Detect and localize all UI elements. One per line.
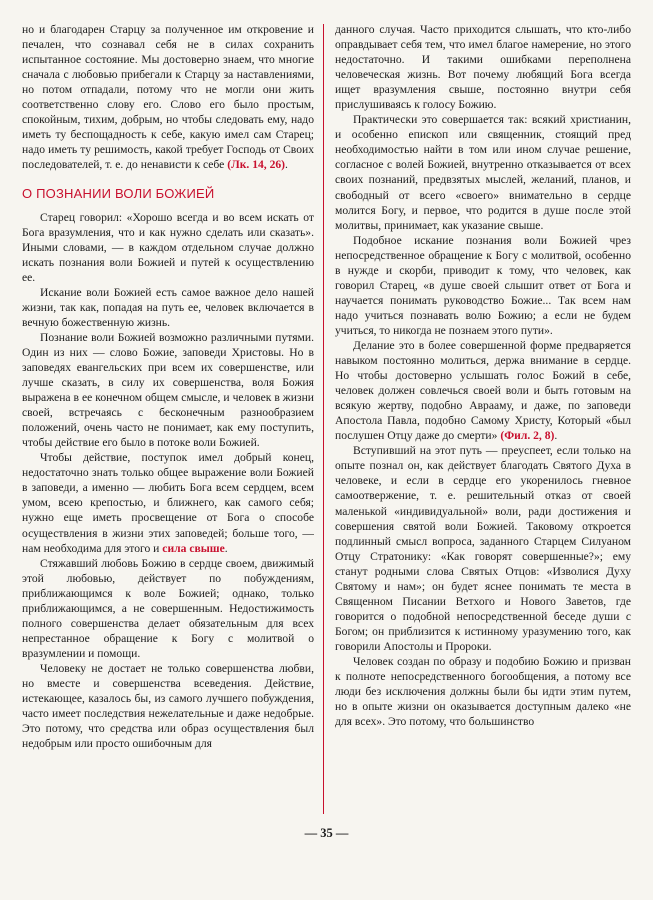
page-number: — 35 — <box>304 826 349 840</box>
paragraph: Вступивший на этот путь — преуспеет, если только на опыте познал он, как действует благодать Святого Духа в человеке, и если в сердце его укоренилось гневное самоотвержение, т. е. решительный отказ от своей маленькой «индивидуальной» воли, ради достижения и совершения святой воли Божией. Таковому откроется подлинный смысл вопроса, заданного Старцем Силуаном Отцу Стратонику: «Как говорят совершенные?»; ему станут родными слова Святых Отцов: «Изволися Духу Святому и нам»; он будет яснее понимать те места в Священном Писании Ветхого и Нового Заветов, где говорится о подобной непосредственной беседе души с Богом; он приблизится к истинному уразумению того, как говорили Апостолы и Пророки. <box>335 444 631 653</box>
paragraph: данного случая. Часто приходится слышать, что кто-либо оправдывает себя тем, что имел благое намерение, но этого недостаточно. И такими ошибками переполнена человеческая жизнь. Вот почему любящий Бога всегда ищет вразумления свыше, постоянно внутри себя прислушиваясь к голосу Божию. <box>335 23 631 112</box>
paragraph: Подобное искание познания воли Божией чрез непосредственное обращение к Богу с молитвой, особенно в нужде и скорби, приводит к тому, что человек, как говорил Старец, «в душе своей слышит ответ от Бога и научается понимать руководство Божие... Так всем нам надо учиться познавать волю Божию; а если не будем учиться, то никогда не познаем этого пути». <box>335 233 631 337</box>
paragraph-text: Делание это в более совершенной форме предваряется навыком постоянно молиться, держа внимание в сердце. Но чтобы достоверно услышать голос Божий в себе, человек должен совлечься своей воли и быть готовым на всякую жертву, подобно Аврааму, и даже, по заповеди Апостола Павла, подобно Самому Христу, Который «был послушен Отцу даже до смерти» <box>335 338 631 443</box>
paragraph: Стяжавший любовь Божию в сердце своем, движимый этой любовью, действует по побуждениям, приближающимся к воле Божией; однако, только приближающимся, а не совершенным. Недостижимость полного совершенства делает обязательным для всех непрестанное обращение к Богу с молитвой о вразумлении и помощи. <box>22 556 314 660</box>
scripture-reference: (Фил. 2, 8) <box>500 429 555 443</box>
column-divider <box>323 24 324 814</box>
paragraph-text: но и благодарен Старцу за полученное им откровение и печален, что сознавал себя не в силах сохранить испытанное состояние. Мы достоверно знаем, что многие сначала с любовью прибегали к Старцу за наставлениями, но потом отпадали, потому что не могли они жить соответственно слову его. Слово его было простым, спокойным, тихим, добрым, но чтобы следовать ему, надо иметь ту беспощадность к себе, какую имел сам Старец; надо иметь ту решимость, какой требует Господь от Своих последователей, т. е. до ненависти к себе <box>22 23 314 172</box>
paragraph <box>22 450 314 555</box>
paragraph <box>335 338 631 443</box>
emphasis-text: сила свыше <box>162 541 225 555</box>
paragraph: Человек создан по образу и подобию Божию и призван к полноте непосредственного богообщения, а потому все люди без исключения должны были бы идти этим путем, но в опыте жизни он оказывается доступным далеко «не для всех». Это потому, что большинство <box>335 654 631 729</box>
paragraph-text: Чтобы действие, поступок имел добрый конец, недостаточно знать только общее выражение воли Божией в заповеди, а именно — любить Бога всем сердцем, всем умом, всею крепостью, и ближнего, как самого себя; нужно еще иметь просвещение от Бога о способе осуществления в жизни этих заповедей; больше того, — нам необходима для этого и <box>22 451 314 555</box>
paragraph: Искание воли Божией есть самое важное дело нашей жизни, так как, попадая на путь ее, человек включается в вечную божественную жизнь. <box>22 285 314 329</box>
punctuation: . <box>224 541 228 555</box>
left-column <box>22 22 314 822</box>
section-heading: О ПОЗНАНИИ ВОЛИ БОЖИЕЙ <box>22 186 215 202</box>
punctuation: . <box>285 158 288 172</box>
right-column <box>335 22 631 822</box>
punctuation: . <box>554 429 558 443</box>
paragraph: Практически это совершается так: всякий христианин, и особенно епископ или священник, стоящий пред необходимостью найти в том или ином случае решение, согласное с волей Божией, внутренно отказывается от всех своих познаний, предвзятых мыслей, желаний, планов, и свободный от всего «своего» внимательно в сердце молится Богу, и первое, что родится в душе после этой молитвы, принимает, как указание свыше. <box>335 113 631 232</box>
paragraph: Человеку не достает не только совершенства любви, но вместе и совершенства всеведения. Действие, истекающее, казалось бы, из самого лучшего побуждения, часто имеет последствия нежелательные и даже недобрые. Это потому, что средства или образ осуществления был недобрым или просто ошибочным для <box>22 661 314 751</box>
paragraph <box>22 22 314 172</box>
paragraph: Старец говорил: «Хорошо всегда и во всем искать от Бога вразумления, что и как нужно сделать или сказать». Иными словами, — в каждом отдельном случае должно искать познания воли Божией и путей к осуществлению ее. <box>22 210 314 284</box>
paragraph: Познание воли Божией возможно различными путями. Один из них — слово Божие, заповеди Христовы. Но в заповедях евангельских при всем их совершенстве, или лучше сказать, в силу их совершенства, воля Божия выражена в ее конечном общем смысле, и человек в жизни своей, встречаясь с бесконечным разнообразием положений, очень часто не понимает, как ему поступить, чтобы действие его было в потоке воли Божией. <box>22 330 314 450</box>
scripture-reference: (Лк. 14, 26) <box>227 158 286 172</box>
